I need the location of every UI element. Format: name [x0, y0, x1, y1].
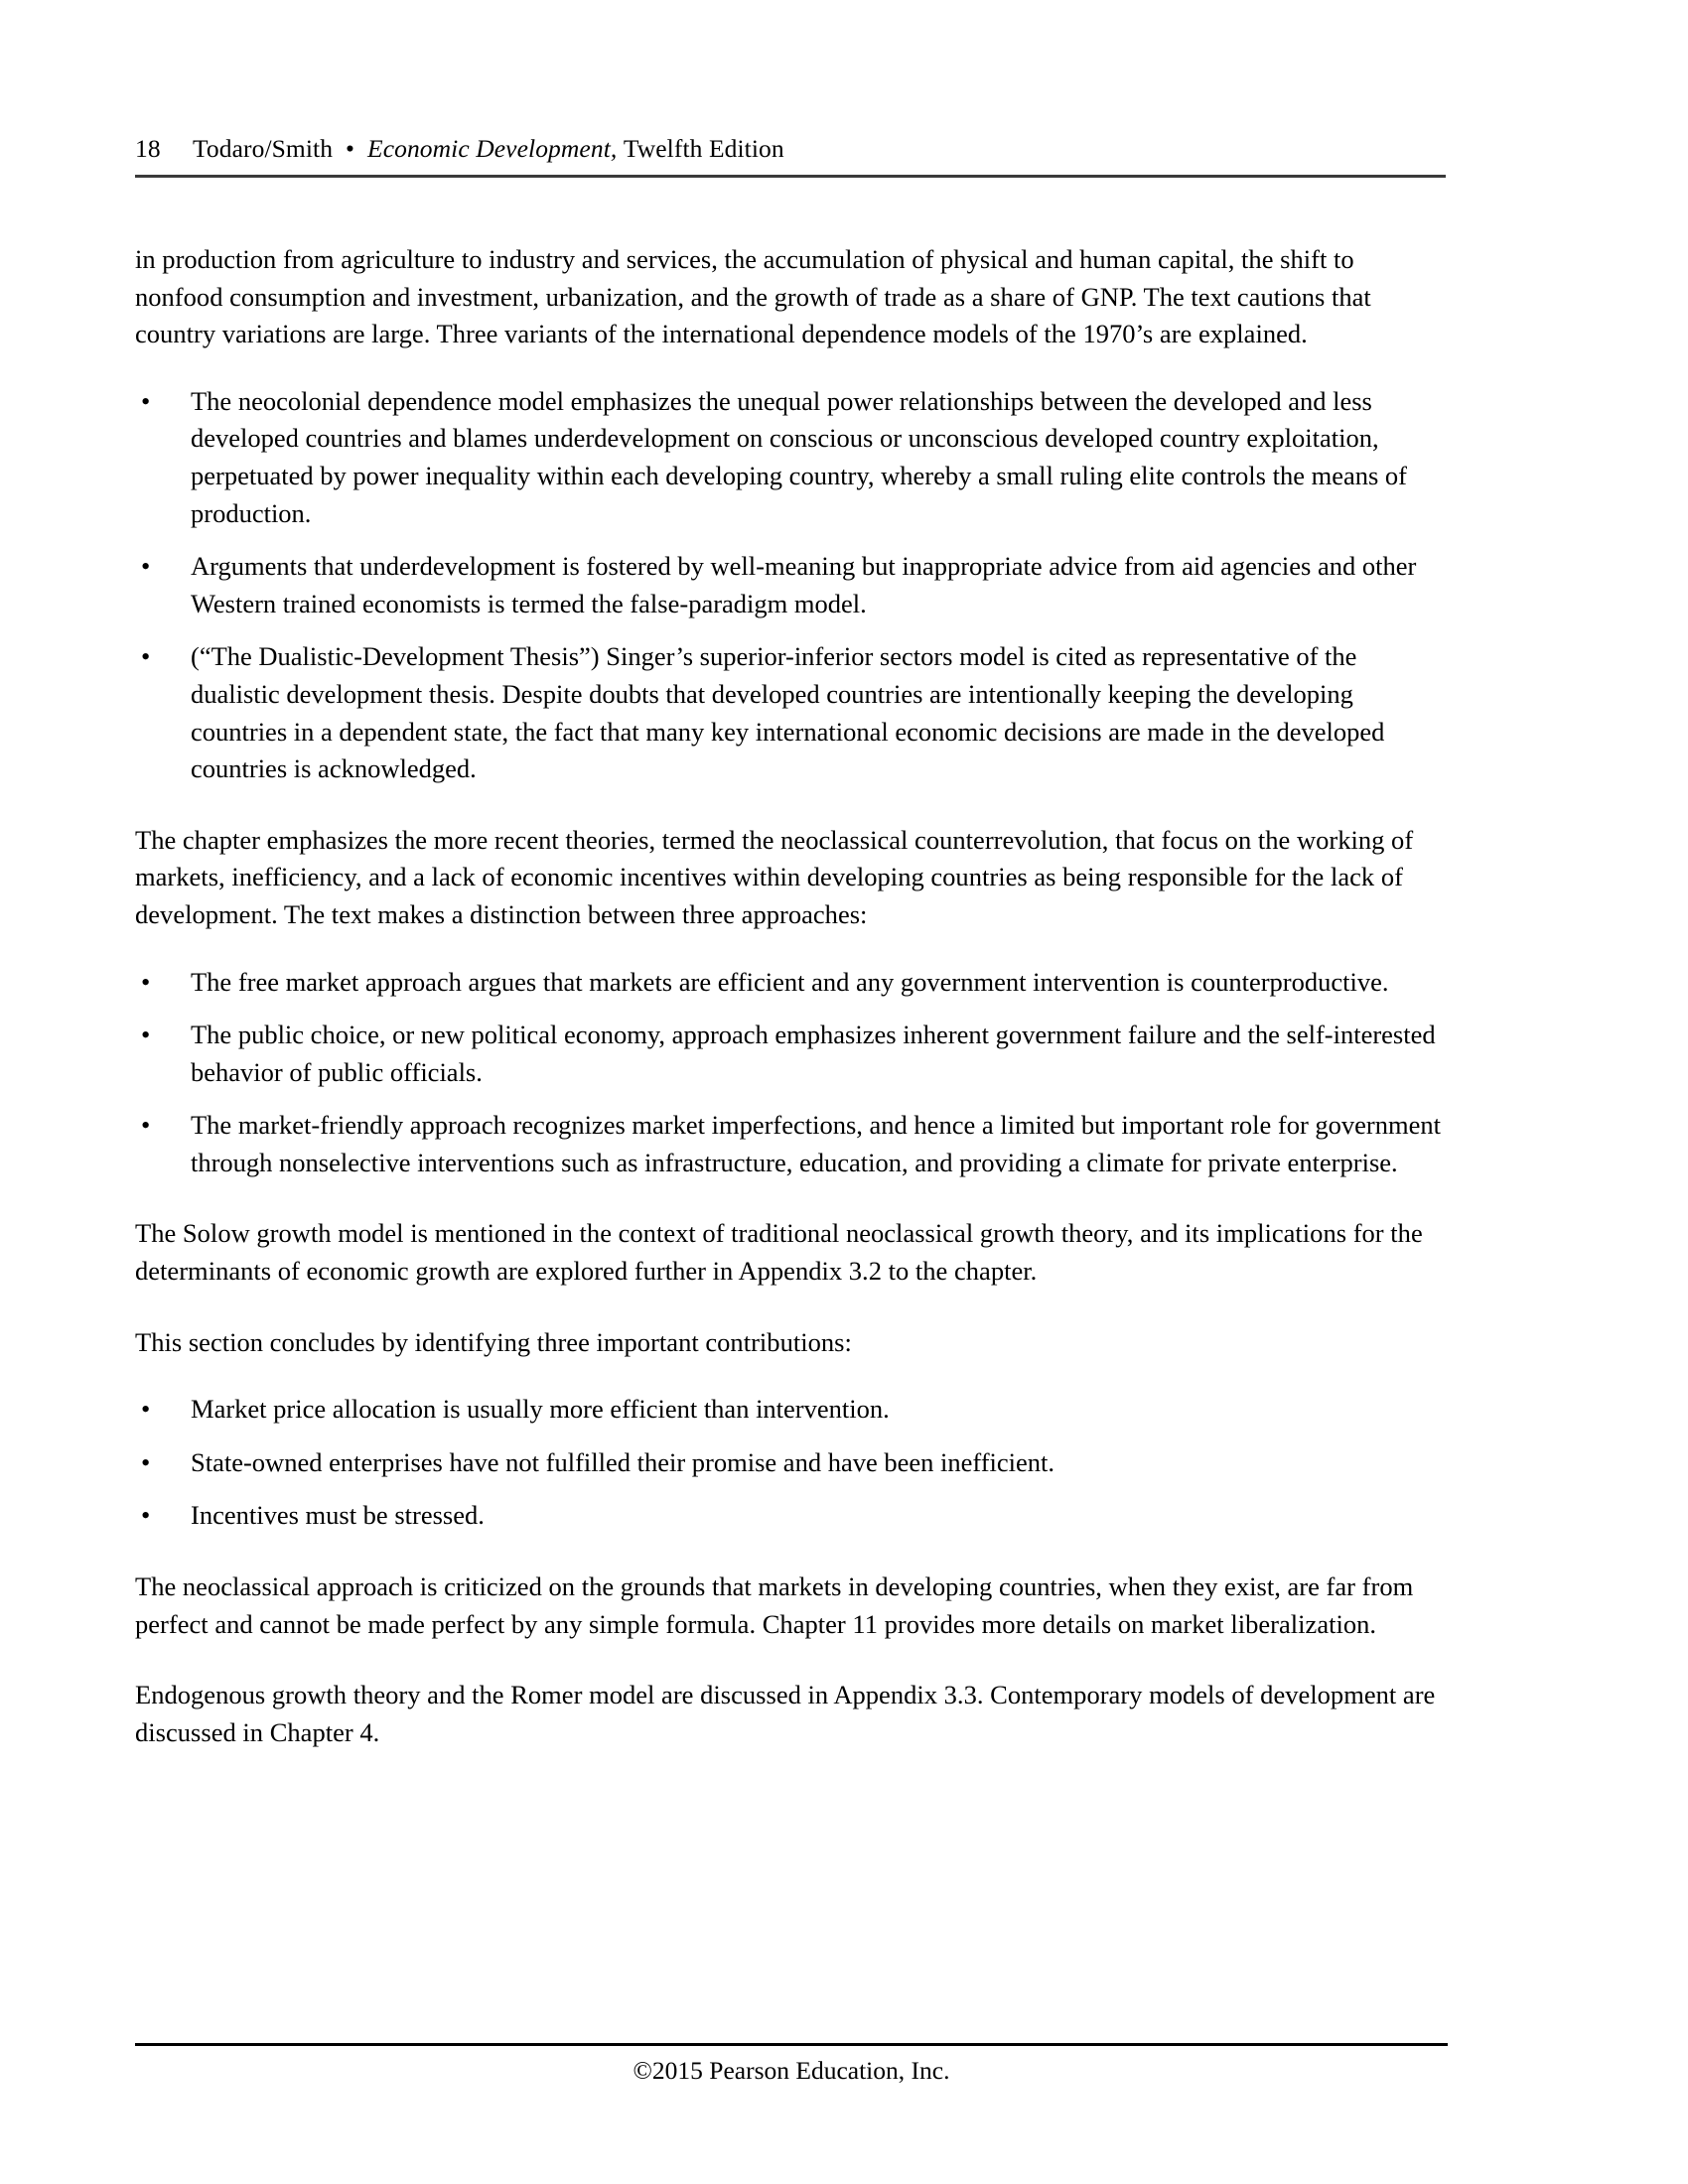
- paragraph-neoclassical-criticism: The neoclassical approach is criticized on the grounds that markets in developing countries, when they exist, are far from perfect and cannot be made perfect by any simple formula. Chapter 11 provides more details on market liberalization.: [135, 1571, 1414, 1639]
- header-separator-bullet-icon: •: [346, 134, 355, 163]
- list-item-text: Incentives must be stressed.: [191, 1500, 485, 1531]
- list-item: [135, 548, 1448, 622]
- bullet-icon: •: [141, 1446, 151, 1477]
- paragraph-neoclassical-counterrevolution: The chapter emphasizes the more recent theories, termed the neoclassical counterrevolution, that focus on the working of markets, inefficiency, and a lack of economic incentives within developing countries as being responsible for the lack of development. The text makes a distinction between three approaches:: [135, 824, 1414, 929]
- spacer: [135, 1361, 1448, 1391]
- list-item-text: Market price allocation is usually more efficient than intervention.: [191, 1394, 890, 1425]
- bullet-icon: •: [141, 1500, 151, 1531]
- page-body: [135, 241, 1448, 1751]
- header-divider: [135, 175, 1446, 178]
- list-item: [135, 638, 1448, 787]
- list-item-text: (“The Dualistic-Development Thesis”) Singer’s superior-inferior sectors model is cited as representative of the dualistic development thesis. Despite doubts that developed countries are intentionally keeping the developing countries in a dependent state, the fact that many key international economic decisions are made in the developed countries is acknowledged.: [191, 641, 1385, 784]
- list-item-text: The free market approach argues that markets are efficient and any government intervention is counterproductive.: [191, 966, 1389, 997]
- list-item: [135, 964, 1448, 1002]
- copyright-notice: ©2015 Pearson Education, Inc.: [633, 2056, 950, 2085]
- list-item-text: The public choice, or new political economy, approach emphasizes inherent government failure and the self-interested behavior of public officials.: [191, 1020, 1436, 1087]
- list-item-text: The neocolonial dependence model emphasizes the unequal power relationships between the developed and less developed countries and blames underdevelopment on conscious or unconscious developed country exploitation, perpetuated by power inequality within each developing country, whereby a small ruling elite controls the means of production.: [191, 385, 1408, 528]
- spacer: [135, 1643, 1448, 1677]
- paragraph-endogenous-growth: Endogenous growth theory and the Romer model are discussed in Appendix 3.3. Contemporary models of development are discussed in Chapter 4.: [135, 1680, 1436, 1747]
- spacer: [135, 1181, 1448, 1215]
- list-item: [135, 1017, 1448, 1091]
- bullet-icon: •: [141, 1110, 151, 1141]
- spacer: [135, 1535, 1448, 1569]
- list-item-text: The market-friendly approach recognizes market imperfections, and hence a limited but important role for government through nonselective interventions such as infrastructure, education, and providing a climate for private enterprise.: [191, 1110, 1441, 1177]
- page-number: 18: [135, 134, 161, 163]
- paragraph-solow-growth-model: The Solow growth model is mentioned in the context of traditional neoclassical growth theory, and its implications for the determinants of economic growth are explored further in Appendix 3.2 to the chapter.: [135, 1218, 1423, 1287]
- bullet-list-dependence-models: [135, 383, 1448, 788]
- header-author: Todaro/Smith: [193, 134, 334, 163]
- bullet-list-three-contributions: [135, 1391, 1448, 1535]
- spacer: [135, 353, 1448, 383]
- running-head: [135, 132, 1446, 166]
- list-item: [135, 1444, 1448, 1482]
- bullet-icon: •: [141, 551, 151, 582]
- list-item-text: Arguments that underdevelopment is fostered by well-meaning but inappropriate advice from aid agencies and other Western trained economists is termed the false-paradigm model.: [191, 551, 1417, 618]
- bullet-list-three-approaches: [135, 964, 1448, 1182]
- bullet-icon: •: [141, 1394, 151, 1425]
- bullet-icon: •: [141, 1020, 151, 1050]
- spacer: [135, 1291, 1448, 1324]
- paragraph-intro: in production from agriculture to industry and services, the accumulation of physical and human capital, the shift to nonfood consumption and investment, urbanization, and the growth of trade as a share of GNP. The text cautions that country variations are large. Three variants of the international dependence models of the 1970’s are explained.: [135, 244, 1371, 349]
- spacer: [135, 788, 1448, 822]
- list-item: [135, 1391, 1448, 1429]
- page-header: [135, 132, 1446, 166]
- spacer: [135, 934, 1448, 964]
- bullet-icon: •: [141, 966, 151, 997]
- paragraph-contributions-lead-in: This section concludes by identifying three important contributions:: [135, 1326, 852, 1357]
- list-item: [135, 1107, 1448, 1181]
- header-edition: Twelfth Edition: [623, 134, 784, 163]
- bullet-icon: •: [141, 641, 151, 672]
- list-item: [135, 383, 1448, 532]
- list-item-text: State-owned enterprises have not fulfilled their promise and have been inefficient.: [191, 1446, 1055, 1477]
- page-footer: [135, 2054, 1448, 2088]
- footer-divider: [135, 2043, 1448, 2046]
- header-book-title: Economic Development,: [367, 134, 618, 163]
- bullet-icon: •: [141, 385, 151, 416]
- list-item: [135, 1497, 1448, 1535]
